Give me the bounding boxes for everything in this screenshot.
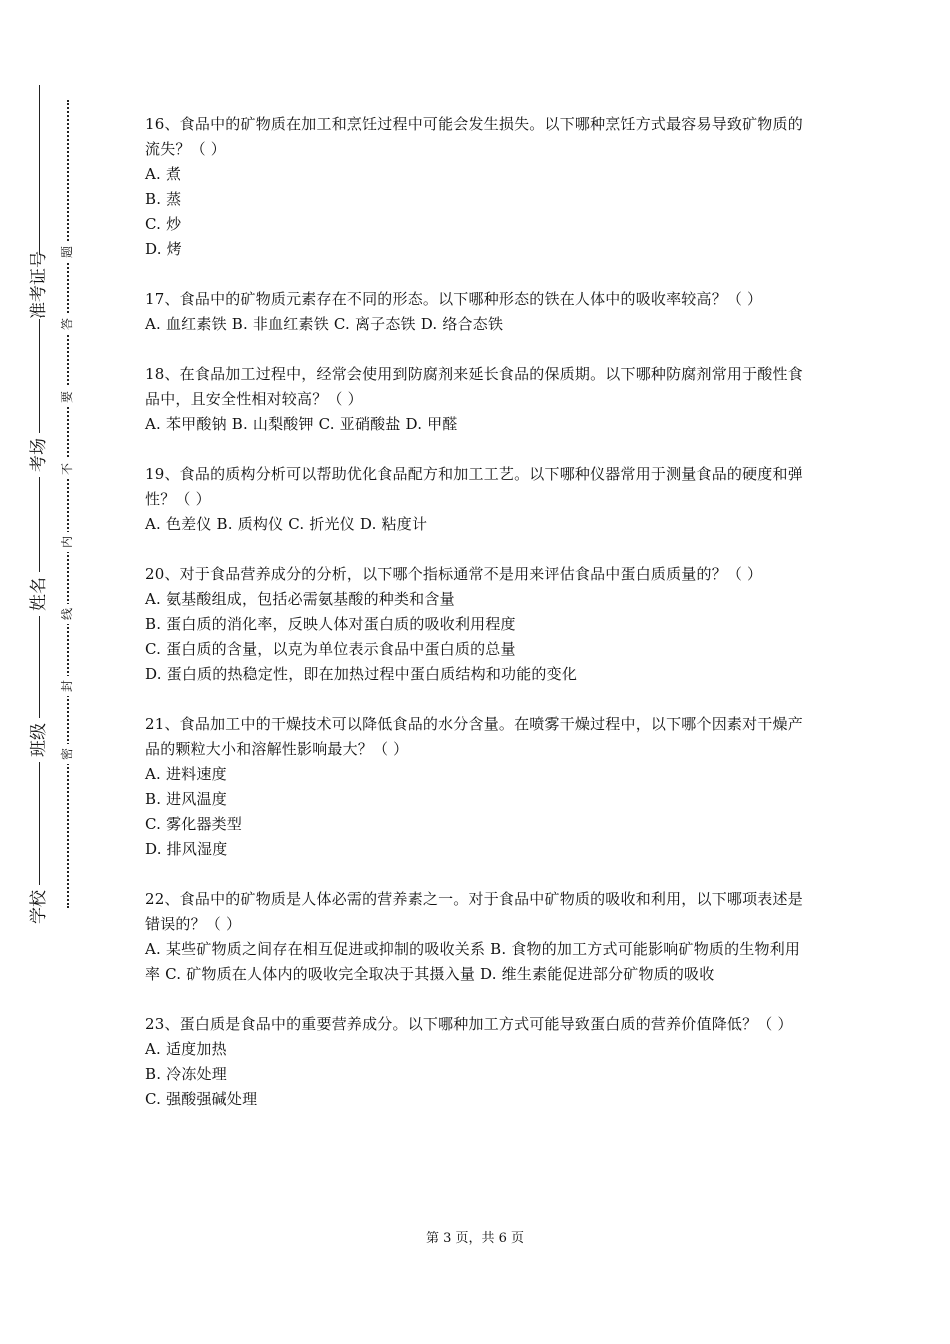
- question-19: [145, 462, 810, 537]
- seal-char: 不: [57, 459, 77, 479]
- question-20: [145, 562, 810, 687]
- option: B. 进风温度: [145, 790, 227, 808]
- question-stem: 20、对于食品营养成分的分析，以下哪个指标通常不是用来评估食品中蛋白质质量的？（ ）: [145, 565, 763, 583]
- option: B. 冷冻处理: [145, 1065, 227, 1083]
- seal-char: 封: [57, 676, 77, 696]
- question-22: [145, 887, 810, 987]
- binding-dotted-line: [67, 100, 69, 908]
- option: C. 强酸强碱处理: [145, 1090, 258, 1108]
- option: A. 适度加热: [145, 1040, 227, 1058]
- option: A. 血红素铁 B. 非血红素铁 C. 离子态铁 D. 络合态铁: [145, 315, 504, 333]
- question-18: [145, 362, 810, 437]
- question-17: [145, 287, 810, 337]
- seal-char: 线: [57, 604, 77, 624]
- label-school: 学校: [27, 885, 51, 929]
- question-stem: 23、蛋白质是食品中的重要营养成分。以下哪种加工方式可能导致蛋白质的营养价值降低？（ ）: [145, 1015, 793, 1033]
- question-stem: 16、食品中的矿物质在加工和烹饪过程中可能会发生损失。以下哪种烹饪方式最容易导致矿物质的流失？（ ）: [145, 115, 803, 158]
- binding-margin: [0, 0, 110, 1344]
- label-name: 姓名: [27, 572, 51, 616]
- question-stem: 17、食品中的矿物质元素存在不同的形态。以下哪种形态的铁在人体中的吸收率较高？（ ）: [145, 290, 763, 308]
- seal-char: 答: [57, 314, 77, 334]
- question-stem: 22、食品中的矿物质是人体必需的营养素之一。对于食品中矿物质的吸收和利用，以下哪项表述是错误的？（ ）: [145, 890, 803, 933]
- seal-char: 题: [57, 242, 77, 262]
- option: A. 氨基酸组成，包括必需氨基酸的种类和含量: [145, 590, 455, 608]
- question-stem: 19、食品的质构分析可以帮助优化食品配方和加工工艺。以下哪种仪器常用于测量食品的硬度和弹性？（ ）: [145, 465, 803, 508]
- question-23: [145, 1012, 810, 1112]
- question-16: [145, 112, 810, 262]
- option: A. 煮: [145, 165, 182, 183]
- question-list: [145, 112, 810, 1137]
- seal-char: 要: [57, 387, 77, 407]
- option: A. 某些矿物质之间存在相互促进或抑制的吸收关系 B. 食物的加工方式可能影响矿物质的生物利用率 C. 矿物质在人体内的吸收完全取决于其摄入量 D. 维生素能促进部分矿物质的吸收: [145, 940, 801, 983]
- seal-char: 内: [57, 532, 77, 552]
- seal-char: 密: [57, 744, 77, 764]
- label-class: 班级: [27, 718, 51, 762]
- option: A. 色差仪 B. 质构仪 C. 折光仪 D. 粘度计: [145, 515, 428, 533]
- question-stem: 21、食品加工中的干燥技术可以降低食品的水分含量。在喷雾干燥过程中，以下哪个因素对干燥产品的颗粒大小和溶解性影响最大？（ ）: [145, 715, 803, 758]
- option: B. 蒸: [145, 190, 182, 208]
- option: C. 炒: [145, 215, 182, 233]
- page-number: 第 3 页，共 6 页: [425, 1231, 525, 1246]
- option: B. 蛋白质的消化率，反映人体对蛋白质的吸收利用程度: [145, 615, 516, 633]
- label-exam-id: 准考证号: [29, 251, 49, 319]
- question-21: [145, 712, 810, 862]
- option: C. 蛋白质的含量，以克为单位表示食品中蛋白质的总量: [145, 640, 516, 658]
- binding-solid-line: [39, 85, 40, 925]
- option: D. 烤: [145, 240, 182, 258]
- option: C. 雾化器类型: [145, 815, 243, 833]
- label-exam-room: 考场: [27, 433, 51, 477]
- question-stem: 18、在食品加工过程中，经常会使用到防腐剂来延长食品的保质期。以下哪种防腐剂常用于酸性食品中，且安全性相对较高？（ ）: [145, 365, 803, 408]
- option: A. 进料速度: [145, 765, 227, 783]
- option: D. 排风湿度: [145, 840, 228, 858]
- option: D. 蛋白质的热稳定性，即在加热过程中蛋白质结构和功能的变化: [145, 665, 578, 683]
- option: A. 苯甲酸钠 B. 山梨酸钾 C. 亚硝酸盐 D. 甲醛: [145, 415, 458, 433]
